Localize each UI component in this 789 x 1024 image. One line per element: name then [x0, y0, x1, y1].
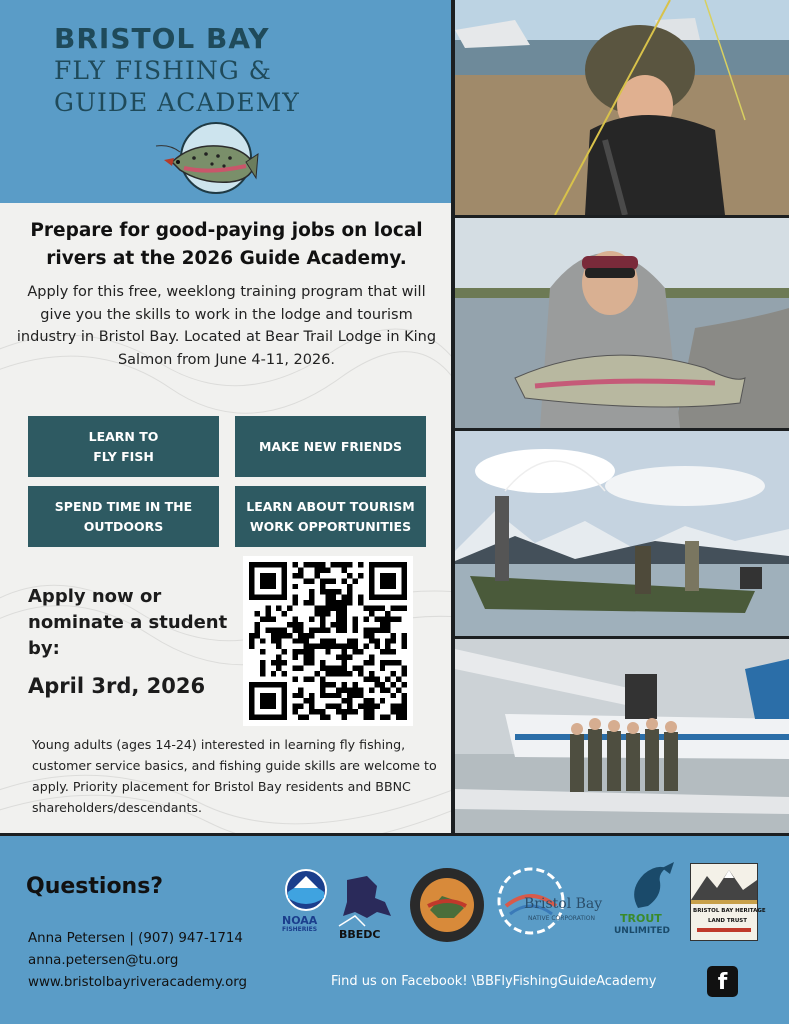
- photo-floatplane-group: [455, 639, 789, 833]
- noaa-sub-label: FISHERIES: [282, 926, 318, 933]
- facebook-icon[interactable]: f: [707, 966, 738, 997]
- trout-logo-icon: [150, 122, 260, 196]
- bbnc-logo: [496, 866, 608, 944]
- contact-name-phone: Anna Petersen | (907) 947-1714: [28, 931, 243, 946]
- leaping-trout-icon: [618, 860, 678, 912]
- salmon-habitat-partnership-logo: [408, 866, 488, 946]
- tu-label-2: UNLIMITED: [614, 926, 670, 936]
- trout-unlimited-logo: [614, 860, 680, 944]
- footer: [0, 836, 789, 1024]
- photo-fly-tying: [455, 0, 789, 215]
- heritage-stripe: [697, 928, 751, 932]
- program-description: Apply for this free, weeklong training program that will give you the skills to work in the lodge and tourism industry in Bristol Bay. Located at Bear Trail Lodge in King Salmon from June 4-11, 2026.: [16, 284, 437, 368]
- photo-holding-trout: [455, 218, 789, 428]
- benefit-learn-fly-fish: LEARN TO FLY FISH: [28, 416, 219, 477]
- bbedc-label: BBEDC: [339, 928, 381, 941]
- title-line-1: BRISTOL BAY: [54, 22, 270, 55]
- qr-code-icon: [249, 562, 407, 720]
- noaa-label: NOAA: [282, 914, 318, 927]
- benefit-outdoors: SPEND TIME IN THE OUTDOORS: [28, 486, 219, 547]
- bbnc-sub-label: NATIVE CORPORATION: [528, 915, 595, 922]
- tu-label-1: TROUT: [620, 912, 662, 925]
- website-link[interactable]: www.bristolbayriveracademy.org: [28, 975, 248, 990]
- eligibility-text: Young adults (ages 14-24) interested in learning fly fishing, customer service basics, and fishing guide skills are welcome to apply. Priority placement for Bristol Bay residents and BBNC shareholders/descendants.: [32, 737, 437, 815]
- info-panel: [0, 203, 451, 833]
- facebook-page-link[interactable]: Find us on Facebook! \BBFlyFishingGuideAcademy: [331, 974, 657, 989]
- title-line-3: GUIDE ACADEMY: [54, 88, 300, 117]
- application-deadline: April 3rd, 2026: [28, 674, 206, 698]
- photo-boat-fishing: [455, 431, 789, 636]
- academy-header: [0, 0, 451, 203]
- noaa-logo: [282, 868, 330, 936]
- qr-code[interactable]: [243, 556, 413, 726]
- benefit-tourism-work: LEARN ABOUT TOURISM WORK OPPORTUNITIES: [235, 486, 426, 547]
- title-line-2: FLY FISHING &: [54, 56, 272, 85]
- alaska-map-icon: [337, 872, 395, 930]
- heritage-land-trust-logo: [690, 863, 766, 941]
- salmon-partnership-seal-icon: [408, 866, 486, 944]
- bbedc-logo: [337, 872, 397, 940]
- headline: Prepare for good-paying jobs on local rivers at the 2026 Guide Academy.: [30, 220, 423, 269]
- heritage-label-2: LAND TRUST: [708, 918, 748, 924]
- bbnc-label: Bristol Bay: [524, 896, 603, 912]
- apply-prompt: Apply now or nominate a student by:: [28, 586, 228, 659]
- heritage-label-1: BRISTOL BAY HERITAGE: [693, 908, 766, 914]
- contact-email-link[interactable]: anna.petersen@tu.org: [28, 953, 179, 968]
- noaa-emblem-icon: [284, 868, 328, 912]
- benefit-make-friends: MAKE NEW FRIENDS: [235, 416, 426, 477]
- contact-info: [28, 928, 247, 994]
- mountains-icon: [691, 866, 757, 906]
- questions-heading: Questions?: [26, 874, 164, 899]
